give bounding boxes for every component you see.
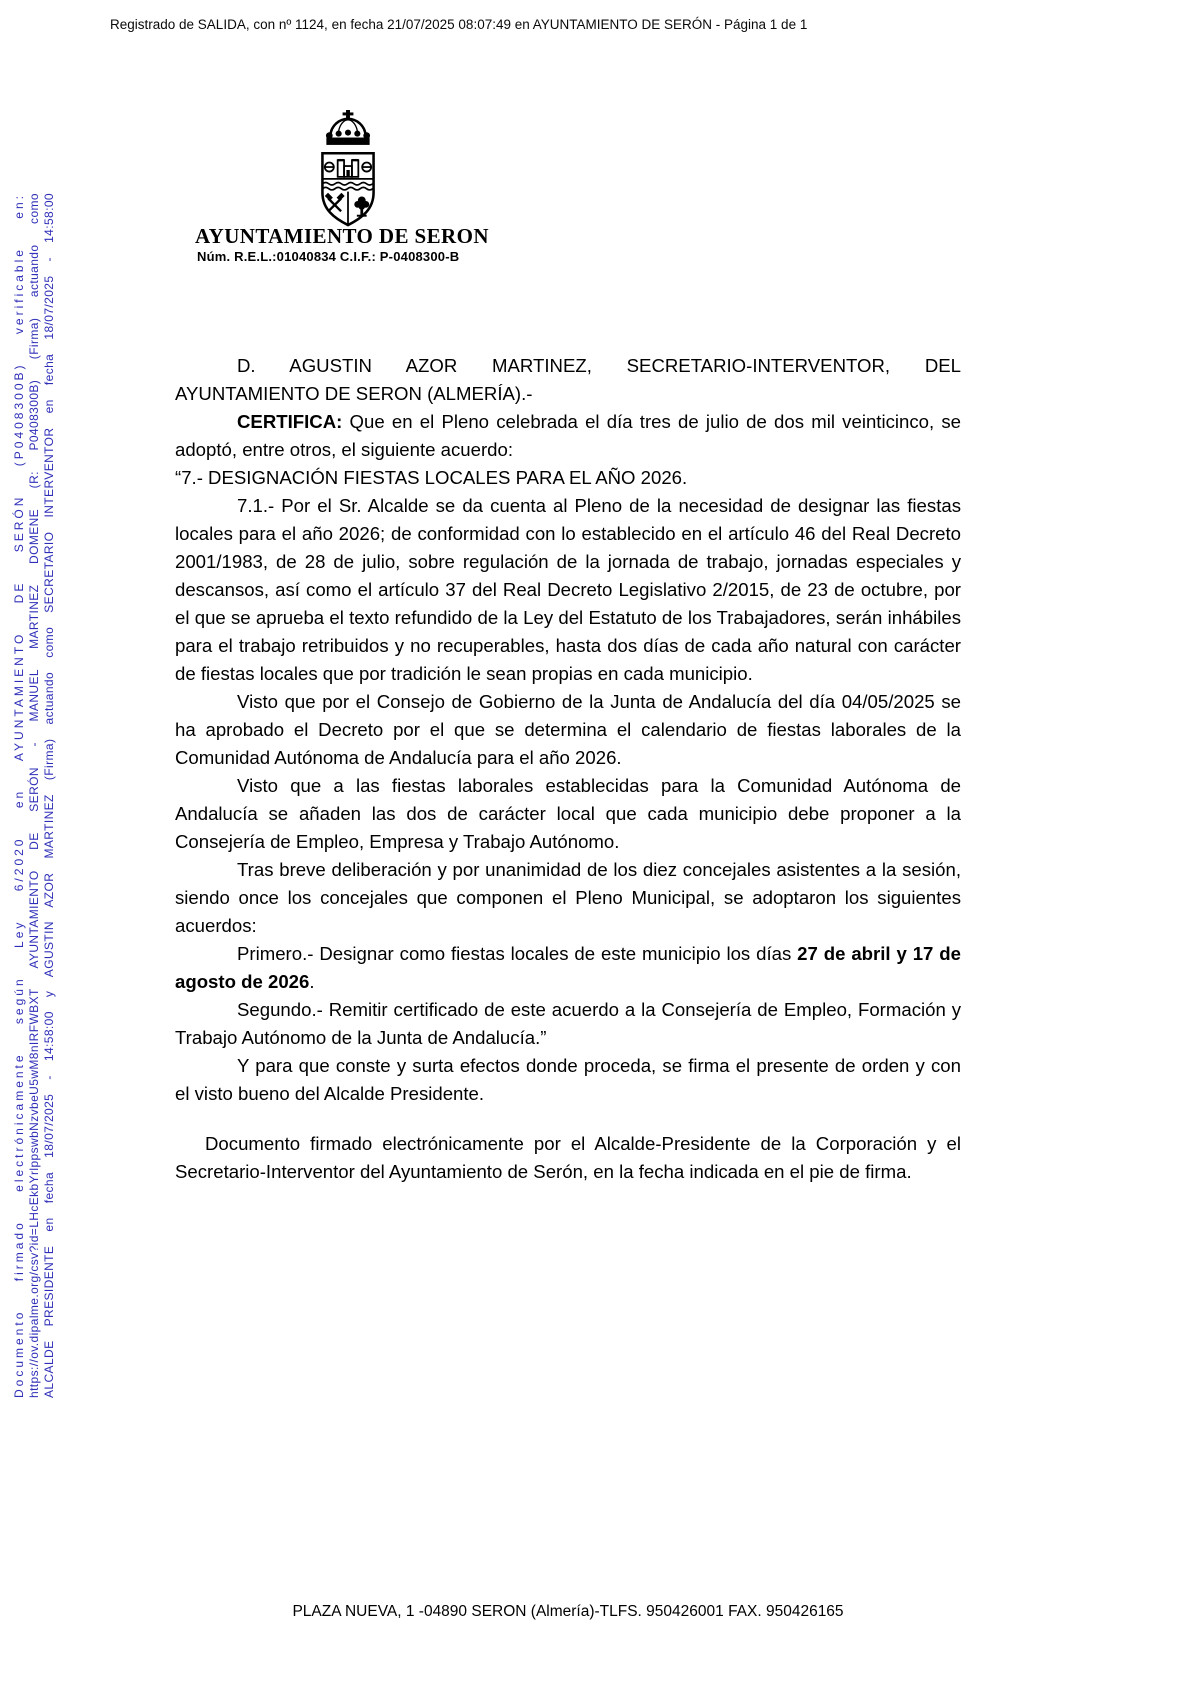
primero-end: . xyxy=(309,971,315,992)
organization-name: AYUNTAMIENTO DE SERON xyxy=(195,224,489,248)
paragraph-nota-firma: Documento firmado electrónicamente por el Alcalde-Presidente de la Corporación y el Secretario-Interventor del Ayuntamiento de Serón, en la fecha indicada en el pie de firma. xyxy=(175,1133,961,1182)
paragraph-cierre: Y para que conste y surta efectos donde proceda, se firma el presente de orden y con el visto bueno del Alcalde Presidente. xyxy=(175,1055,961,1104)
signature-sidebar-line: Documento firmado electrónicamente según Ley 6/2020 en AYUNTAMIENTO DE SERÓN (P0408300B) verificable en: xyxy=(12,193,26,1398)
certifica-text: Que en el Pleno celebrada el día tres de julio de dos mil veinticinco, se adoptó, entre otros, el siguiente acuerdo: xyxy=(175,411,961,460)
paragraph-certifica xyxy=(175,408,961,464)
paragraph-primero xyxy=(175,940,961,996)
paragraph-visto-2: Visto que a las fiestas laborales establecidas para la Comunidad Autónoma de Andalucía se añaden las dos de carácter local que cada municipio debe proponer a la Consejería de Empleo, Empresa y Trabajo Autónomo. xyxy=(175,775,961,852)
signature-sidebar xyxy=(12,193,57,1398)
certificate-body xyxy=(175,352,961,1186)
signature-sidebar-line: ALCALDE PRESIDENTE en fecha 18/07/2025 - 14:58:00 y AGUSTIN AZOR MARTINEZ (Firma) actuando como SECRETARIO INTERVENTOR en fecha 18/07/2025 - 14:58:00 xyxy=(42,193,56,1398)
paragraph-tras: Tras breve deliberación y por unanimidad de los diez concejales asistentes a la sesión, siendo once los concejales que componen el Pleno Municipal, se adoptaron los siguientes acuerdos: xyxy=(175,859,961,936)
paragraph-punto-7-1: 7.1.- Por el Sr. Alcalde se da cuenta al Pleno de la necesidad de designar las fiestas locales para el año 2026; de conformidad con lo establecido en el artículo 46 del Real Decreto 2001/1983, de 28 de julio, sobre regulación de la jornada de trabajo, jornadas especiales y descansos, así como el artículo 37 del Real Decreto Legislativo 2/2015, de 23 de octubre, por el que se aprueba el texto refundido de la Ley del Estatuto de los Trabajadores, serán inhábiles para el trabajo retribuidos y no recuperables, hasta dos días de cada año natural con carácter de fiestas locales que por tradición le sean propias en cada municipio. xyxy=(175,495,961,684)
paragraph-segundo: Segundo.- Remitir certificado de este acuerdo a la Consejería de Empleo, Formación y Trabajo Autónomo de la Junta de Andalucía.” xyxy=(175,999,961,1048)
certifica-label: CERTIFICA: xyxy=(237,411,343,432)
primero-text: Primero.- Designar como fiestas locales de este municipio los días xyxy=(237,943,798,964)
footer-address: PLAZA NUEVA, 1 -04890 SERON (Almería)-TLFS. 950426001 FAX. 950426165 xyxy=(292,1603,844,1620)
organization-registry-line: Núm. R.E.L.:01040834 C.I.F.: P-0408300-B xyxy=(197,249,460,264)
paragraph-acuerdo-title: “7.- DESIGNACIÓN FIESTAS LOCALES PARA EL AÑO 2026. xyxy=(175,467,688,488)
signature-sidebar-line: https://ov.dipalme.org/csv?id=LHcEkbYrlppswbNzvbeU5wM8nIRFWBXT AYUNTAMIENTO DE SERÓN - MANUEL MARTINEZ DOMENE (R: P0408300B) (Firma) actuando como xyxy=(27,193,41,1398)
seron-coat-of-arms-icon xyxy=(316,110,380,228)
registration-stamp: Registrado de SALIDA, con nº 1124, en fecha 21/07/2025 08:07:49 en AYUNTAMIENTO DE SERÓN - Página 1 de 1 xyxy=(110,17,808,32)
paragraph-intro: D. AGUSTIN AZOR MARTINEZ, SECRETARIO-INTERVENTOR, DEL AYUNTAMIENTO DE SERON (ALMERÍA).- xyxy=(175,355,961,404)
fiestas-dates: 27 de abril y 17 de agosto de 2026 xyxy=(175,943,961,992)
paragraph-visto-1: Visto que por el Consejo de Gobierno de la Junta de Andalucía del día 04/05/2025 se ha aprobado el Decreto por el que se determina el calendario de fiestas laborales de la Comunidad Autónoma de Andalucía para el año 2026. xyxy=(175,691,961,768)
